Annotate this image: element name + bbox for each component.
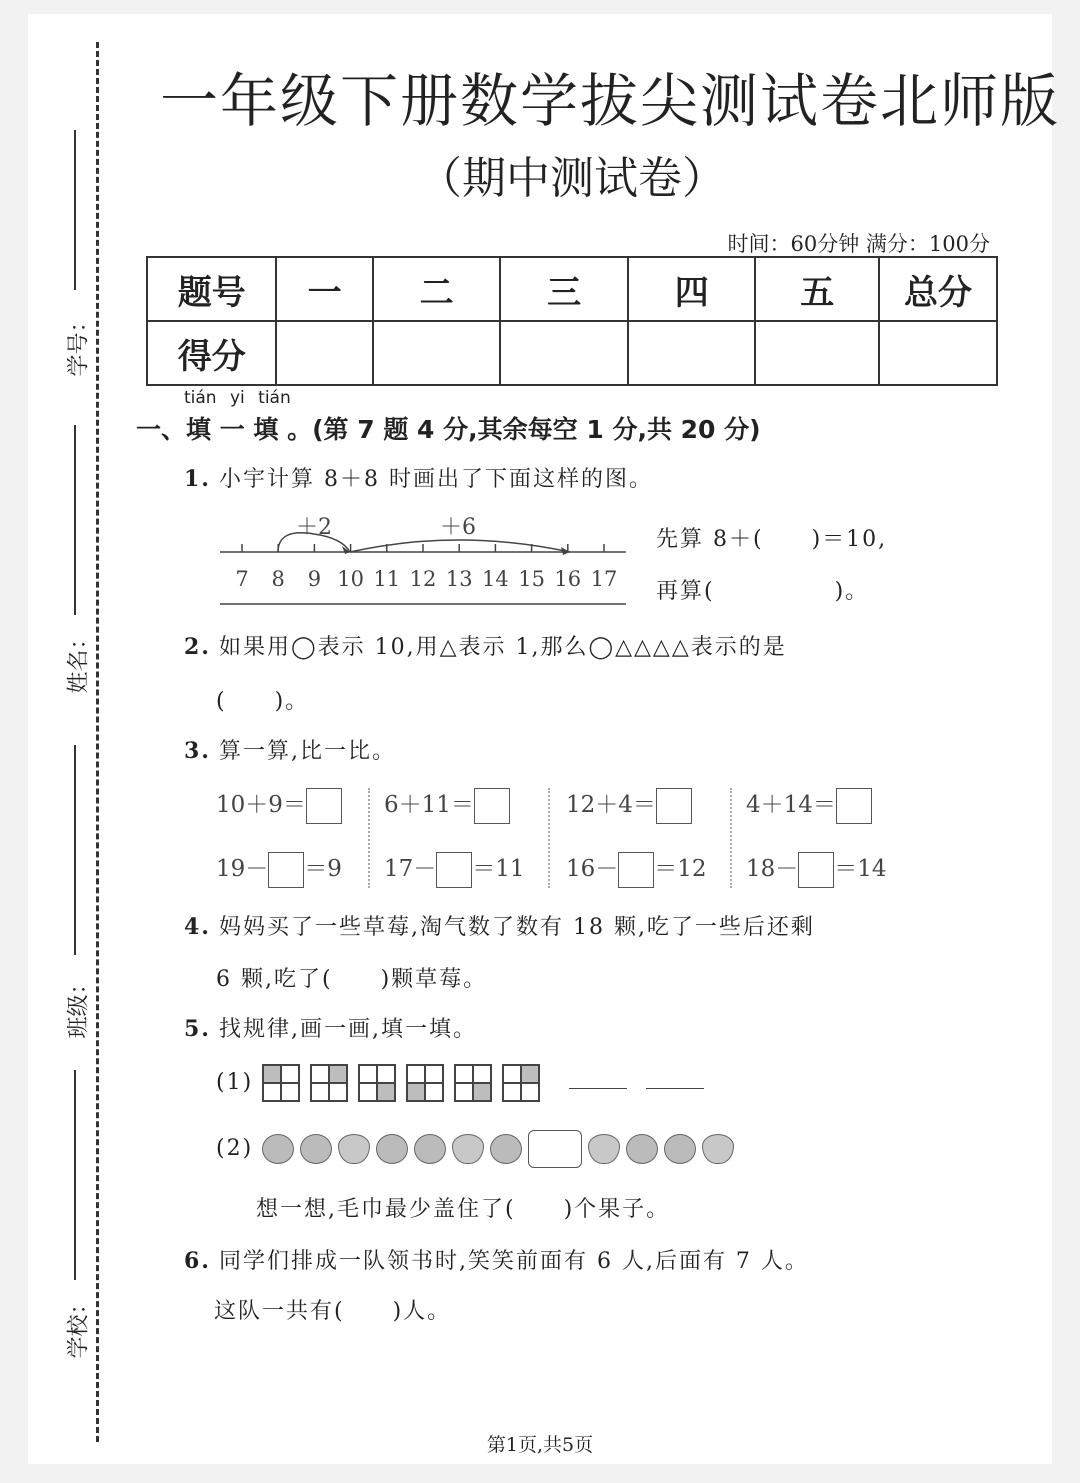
calc-result: ＝12 [654, 856, 707, 882]
name-line [74, 425, 76, 615]
pear-icon [338, 1134, 370, 1164]
question-text: 找规律,画一画,填一填。 [218, 1017, 477, 1042]
q1-fill-line-1[interactable]: 先算 8＋( )＝10, [656, 527, 888, 552]
grid-cell [263, 1065, 281, 1083]
q4-answer-line[interactable]: 6 颗,吃了( )颗草莓。 [216, 967, 488, 992]
grid-cell [281, 1083, 299, 1101]
calc-expression: 18－ [746, 856, 799, 882]
answer-box[interactable] [618, 852, 654, 888]
question-2 [184, 630, 787, 661]
calc-expression: 16－ [566, 856, 619, 882]
score-cell: 一 [276, 257, 372, 321]
grid-cell [503, 1083, 521, 1101]
score-input-cell[interactable] [628, 321, 756, 385]
grid-cell [425, 1083, 443, 1101]
question-number: 3. [184, 738, 211, 764]
score-cell: 总分 [879, 257, 997, 321]
number-line-label: 7 [235, 567, 249, 591]
calc-bottom-3 [566, 850, 707, 888]
question-1 [184, 462, 653, 493]
binding-dashed-line [96, 42, 99, 1442]
q6-answer-line[interactable]: 这队一共有( )人。 [214, 1299, 452, 1324]
pear-icon [452, 1134, 484, 1164]
apple-icon [490, 1134, 522, 1164]
grid-pattern [262, 1070, 550, 1095]
student-id-label: 学号： [66, 310, 92, 377]
grid-cell [407, 1065, 425, 1083]
answer-box[interactable] [656, 788, 692, 824]
pattern-2 [216, 1130, 740, 1168]
number-line-label: 12 [409, 567, 437, 591]
grid-cell [329, 1065, 347, 1083]
student-id-line [74, 130, 76, 290]
grid-square [262, 1064, 300, 1102]
calc-bottom-1 [216, 850, 342, 888]
number-line-label: 13 [445, 567, 473, 591]
jump-label-6: ＋6 [440, 515, 476, 540]
number-line-label: 8 [271, 567, 285, 591]
column-divider [368, 788, 370, 888]
jump-arc-6 [350, 540, 570, 552]
grid-cell [263, 1083, 281, 1101]
grid-square [358, 1064, 396, 1102]
answer-box[interactable] [436, 852, 472, 888]
answer-box[interactable] [798, 852, 834, 888]
number-line-label: 10 [337, 567, 364, 591]
grid-cell [377, 1083, 395, 1101]
score-input-cell[interactable] [879, 321, 997, 385]
class-line [74, 745, 76, 955]
grid-cell [359, 1083, 377, 1101]
question-text: 如果用◯表示 10,用△表示 1,那么◯△△△△表示的是 [218, 635, 787, 660]
apple-icon [414, 1134, 446, 1164]
number-line-label: 14 [482, 567, 509, 591]
calc-bottom-4 [746, 850, 887, 888]
question-3 [184, 734, 396, 765]
page-footer: 第1页,共5页 [486, 1434, 594, 1456]
calc-expression: 4＋14＝ [746, 792, 836, 818]
jump-label-2: ＋2 [296, 515, 332, 540]
number-line-figure [218, 508, 630, 612]
apple-icon [376, 1134, 408, 1164]
school-label: 学校： [66, 1292, 92, 1359]
answer-blank[interactable] [569, 1088, 627, 1089]
part-label: (2) [216, 1136, 254, 1161]
question-6 [184, 1244, 809, 1275]
q1-fill-line-2[interactable]: 再算( )。 [656, 579, 870, 604]
question-text: 小宇计算 8＋8 时画出了下面这样的图。 [218, 467, 653, 492]
apple-icon [626, 1134, 658, 1164]
apple-icon [300, 1134, 332, 1164]
calc-expression: 6＋11＝ [384, 792, 474, 818]
score-cell: 五 [755, 257, 879, 321]
grid-cell [407, 1083, 425, 1101]
question-text: 妈妈买了一些草莓,淘气数了数有 18 颗,吃了一些后还剩 [218, 915, 815, 940]
question-number: 6. [184, 1248, 211, 1274]
question-number: 4. [184, 914, 211, 940]
page-title: 一年级下册数学拔尖测试卷北师版 [160, 67, 1061, 135]
column-divider [730, 788, 732, 888]
answer-box[interactable] [474, 788, 510, 824]
calc-top-2 [384, 786, 510, 824]
calc-expression: 12＋4＝ [566, 792, 656, 818]
score-table-header-row [147, 257, 997, 321]
calc-top-1 [216, 786, 342, 824]
grid-square [454, 1064, 492, 1102]
score-input-cell[interactable] [755, 321, 879, 385]
grid-square [502, 1064, 540, 1102]
answer-box[interactable] [306, 788, 342, 824]
grid-cell [521, 1083, 539, 1101]
number-line-label: 17 [590, 567, 618, 591]
grid-cell [425, 1065, 443, 1083]
calc-result: ＝11 [472, 856, 525, 882]
number-line-label: 15 [518, 567, 545, 591]
grid-cell [359, 1065, 377, 1083]
name-label: 姓名： [66, 627, 92, 694]
score-table-score-row [147, 321, 997, 385]
school-line [74, 1070, 76, 1280]
apple-icon [262, 1134, 294, 1164]
section-title: 一、填 一 填 。(第 7 题 4 分,其余每空 1 分,共 20 分) [136, 415, 761, 444]
column-divider [548, 788, 550, 888]
pear-icon [588, 1134, 620, 1164]
towel-icon [528, 1130, 582, 1168]
question-number: 2. [184, 634, 211, 660]
grid-cell [521, 1065, 539, 1083]
part-label: (1) [216, 1070, 254, 1095]
grid-cell [503, 1065, 521, 1083]
calc-result: ＝14 [834, 856, 887, 882]
calc-bottom-2 [384, 850, 525, 888]
question-number: 1. [184, 466, 211, 492]
fruit-pattern [262, 1136, 740, 1161]
question-text: 同学们排成一队领书时,笑笑前面有 6 人,后面有 7 人。 [218, 1249, 809, 1274]
grid-cell [329, 1083, 347, 1101]
question-number: 5. [184, 1016, 211, 1042]
q5-answer-line[interactable]: 想一想,毛巾最少盖住了( )个果子。 [256, 1197, 671, 1222]
grid-cell [311, 1083, 329, 1101]
number-line-label: 11 [373, 567, 401, 591]
page-subtitle: （期中测试卷） [418, 153, 726, 204]
grid-cell [281, 1065, 299, 1083]
calc-expression: 10＋9＝ [216, 792, 306, 818]
grid-cell [473, 1083, 491, 1101]
grid-square [406, 1064, 444, 1102]
grid-cell [455, 1083, 473, 1101]
grid-square [310, 1064, 348, 1102]
answer-blank[interactable] [646, 1088, 704, 1089]
section-pinyin: tián yi tián [184, 388, 291, 408]
score-input-cell[interactable] [500, 321, 628, 385]
question-4 [184, 910, 815, 941]
calc-top-4 [746, 786, 872, 824]
calc-expression: 17－ [384, 856, 437, 882]
class-label: 班级： [66, 972, 92, 1039]
score-cell: 四 [628, 257, 756, 321]
score-table [146, 256, 998, 386]
score-cell: 题号 [147, 257, 276, 321]
score-cell: 三 [500, 257, 628, 321]
grid-cell [311, 1065, 329, 1083]
pattern-1 [216, 1064, 704, 1102]
calc-result: ＝9 [304, 856, 342, 882]
grid-cell [377, 1065, 395, 1083]
score-input-cell[interactable] [373, 321, 501, 385]
score-cell: 得分 [147, 321, 276, 385]
answer-box[interactable] [836, 788, 872, 824]
score-input-cell[interactable] [276, 321, 372, 385]
answer-box[interactable] [268, 852, 304, 888]
number-line-label: 9 [307, 567, 322, 591]
grid-cell [455, 1065, 473, 1083]
exam-meta: 时间：60分钟 满分：100分 [727, 232, 990, 256]
score-cell: 二 [373, 257, 501, 321]
pear-icon [702, 1134, 734, 1164]
question-5 [184, 1012, 477, 1043]
calc-top-3 [566, 786, 692, 824]
number-line-label: 16 [554, 567, 582, 591]
apple-icon [664, 1134, 696, 1164]
grid-cell [473, 1065, 491, 1083]
calc-expression: 19－ [216, 856, 269, 882]
question-text: 算一算,比一比。 [218, 739, 396, 764]
q2-answer-blank[interactable]: ( )。 [216, 689, 310, 714]
